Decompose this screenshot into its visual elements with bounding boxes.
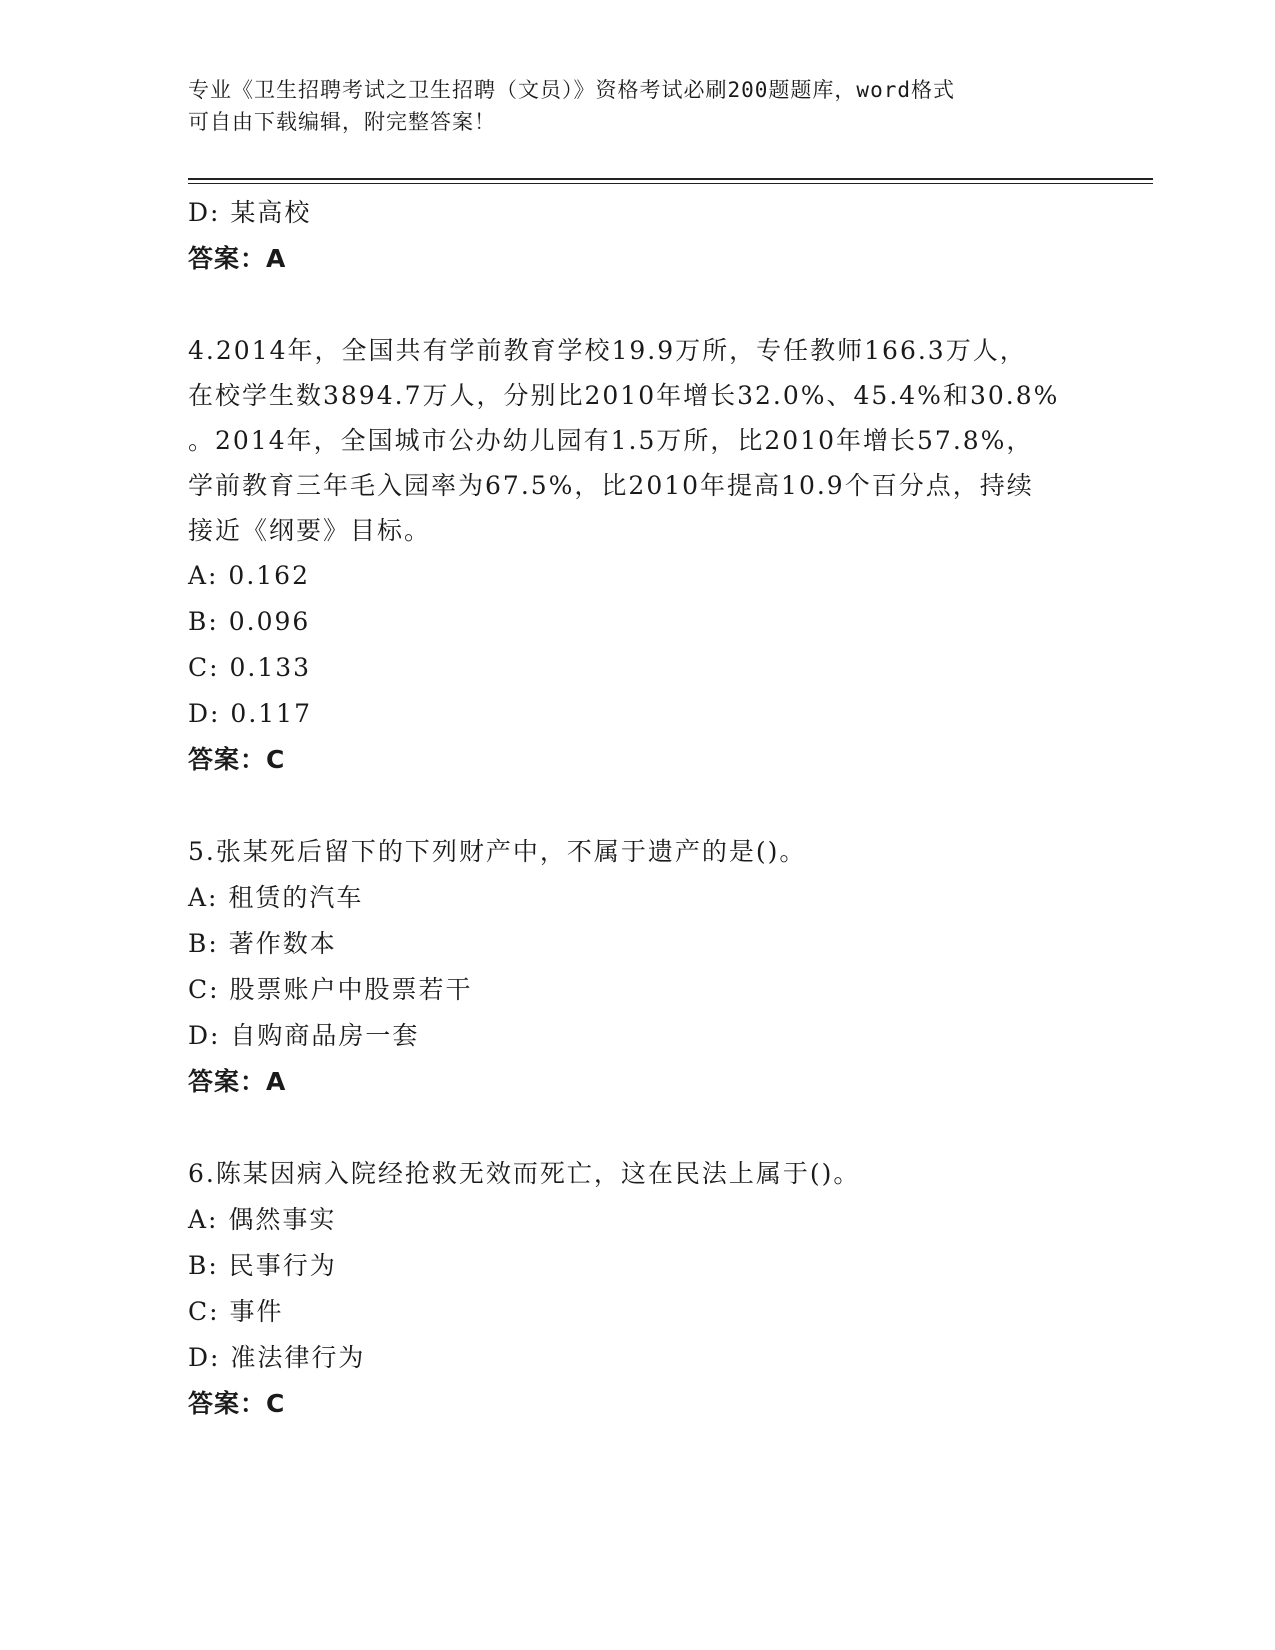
q4-stem-line: 。2014年，全国城市公办幼儿园有1.5万所，比2010年增长57.8%， — [188, 426, 1034, 455]
q5-option-b: B: 著作数本 — [188, 929, 337, 958]
q4-option-b: B: 0.096 — [188, 607, 311, 636]
q5-option-c: C: 股票账户中股票若干 — [188, 975, 473, 1004]
spacer — [188, 1105, 1088, 1151]
spacer — [188, 282, 1088, 328]
header-divider-thin — [188, 183, 1153, 184]
q4-option-c: C: 0.133 — [188, 653, 312, 682]
q3-answer: 答案：A — [188, 244, 287, 273]
q5-option-d: D: 自购商品房一套 — [188, 1021, 420, 1050]
document-body — [188, 190, 1088, 1427]
q4-stem-line: 接近《纲要》目标。 — [188, 516, 432, 545]
q4-stem-line: 4.2014年，全国共有学前教育学校19.9万所，专任教师166.3万人， — [188, 336, 1027, 365]
q4-option-d: D: 0.117 — [188, 699, 312, 728]
q3-option-d: D: 某高校 — [188, 198, 312, 227]
q4-answer: 答案：C — [188, 745, 286, 774]
q6-option-d: D: 准法律行为 — [188, 1343, 366, 1372]
document-header — [188, 74, 1088, 138]
header-title-line-1: 专业《卫生招聘考试之卫生招聘（文员）》资格考试必刷200题题库，word格式 — [188, 78, 955, 102]
q6-option-a: A: 偶然事实 — [188, 1205, 337, 1234]
header-divider-thick — [188, 178, 1153, 180]
q4-option-a: A: 0.162 — [188, 561, 310, 590]
q4-stem — [188, 328, 1088, 553]
q6-stem: 6.陈某因病入院经抢救无效而死亡，这在民法上属于()。 — [188, 1159, 861, 1188]
q6-answer: 答案：C — [188, 1389, 286, 1418]
q6-option-c: C: 事件 — [188, 1297, 284, 1326]
header-title-line-2: 可自由下载编辑，附完整答案！ — [188, 110, 496, 134]
q4-stem-line: 学前教育三年毛入园率为67.5%，比2010年提高10.9个百分点，持续 — [188, 471, 1034, 500]
q5-option-a: A: 租赁的汽车 — [188, 883, 364, 912]
q5-answer: 答案：A — [188, 1067, 287, 1096]
q5-stem: 5.张某死后留下的下列财产中，不属于遗产的是()。 — [188, 837, 807, 866]
q4-stem-line: 在校学生数3894.7万人，分别比2010年增长32.0%、45.4%和30.8% — [188, 381, 1060, 410]
q6-option-b: B: 民事行为 — [188, 1251, 337, 1280]
spacer — [188, 783, 1088, 829]
